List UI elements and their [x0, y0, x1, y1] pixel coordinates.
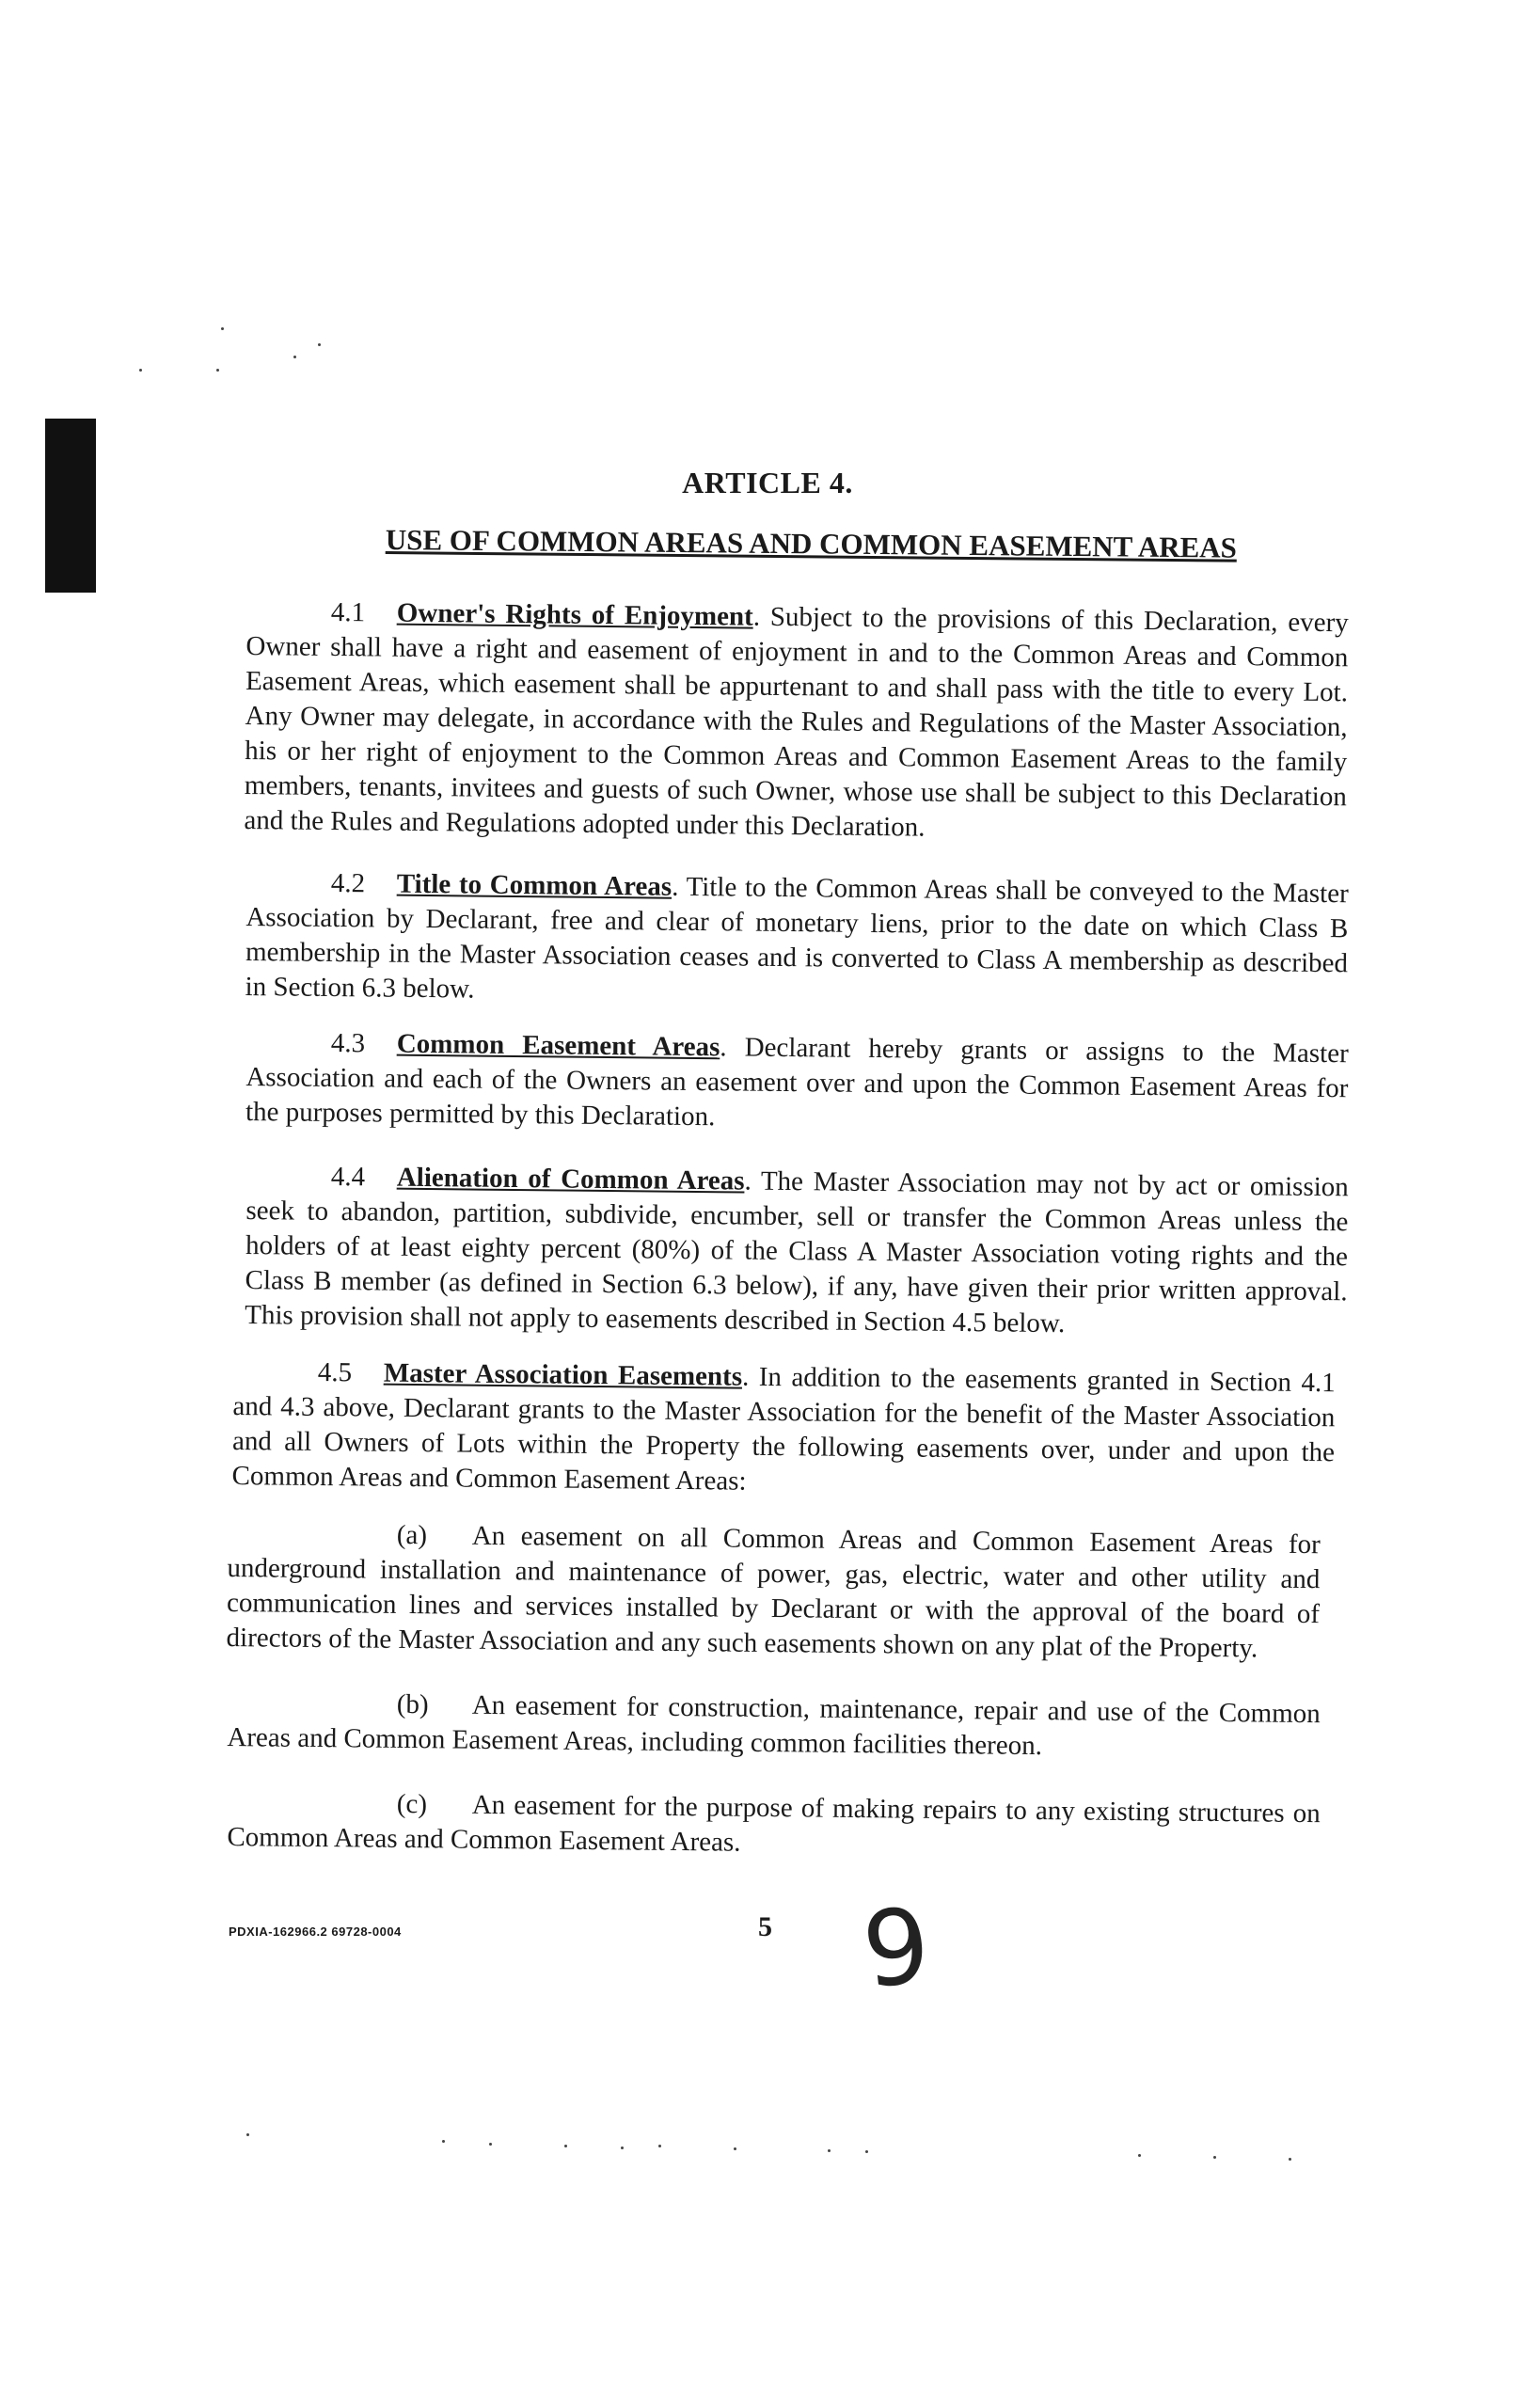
- section-number: 4.1: [330, 596, 366, 628]
- subsection-text: An easement for the purpose of making repairs to any existing structures on Common Areas and Common Easement Areas.: [227, 1789, 1321, 1858]
- section-4-5: [231, 1354, 1335, 1505]
- section-heading: Title to Common Areas: [396, 868, 673, 902]
- subsection-b: [227, 1686, 1321, 1766]
- section-4-4: [245, 1159, 1349, 1344]
- scan-speck: [564, 2145, 567, 2147]
- scan-speck: [865, 2150, 868, 2153]
- section-number: 4.2: [330, 867, 366, 899]
- scan-speck: [139, 369, 142, 372]
- scan-speck: [489, 2143, 492, 2146]
- scan-speck: [1138, 2154, 1141, 2157]
- scan-speck: [442, 2140, 445, 2143]
- section-heading: Owner's Rights of Enjoyment: [396, 597, 753, 632]
- scan-speck: [734, 2147, 736, 2150]
- scan-speck: [658, 2145, 661, 2147]
- subsection-a: [226, 1516, 1320, 1667]
- scan-speck: [1213, 2156, 1216, 2159]
- footer-document-code: PDXIA-162966.2 69728-0004: [229, 1925, 402, 1939]
- handwritten-page-number: 9: [857, 1884, 936, 2012]
- scan-speck: [216, 369, 219, 372]
- section-text: . In addition to the easements granted in Section 4.1 and 4.3 above, Declarant grants to the Master Association for the benefit of the Master Association and all Owners of Lots within the Property the following easements over, under and upon the Common Areas and Common Easement Areas:: [231, 1361, 1336, 1497]
- section-heading: Master Association Easements: [383, 1357, 743, 1392]
- subsection-label: (b): [396, 1688, 429, 1720]
- section-number: 4.5: [317, 1356, 353, 1388]
- section-number: 4.3: [330, 1027, 366, 1059]
- scan-speck: [1289, 2158, 1291, 2161]
- scan-speck: [621, 2147, 624, 2149]
- scan-speck: [293, 356, 296, 358]
- page-number: 5: [758, 1911, 772, 1942]
- subsection-c: [227, 1785, 1321, 1866]
- article-subtitle: USE OF COMMON AREAS AND COMMON EASEMENT AREAS: [385, 523, 1238, 564]
- subsection-text: An easement on all Common Areas and Common Easement Areas for underground installation and maintenance of power, gas, electric, water and other utility and communication lines and services installed by Declarant or with the approval of the board of directors of the Master Association and any such easements shown on any plat of the Property.: [226, 1520, 1321, 1664]
- section-heading: Common Easement Areas: [396, 1028, 720, 1063]
- section-text: . Subject to the provisions of this Declaration, every Owner shall have a right and easement of enjoyment in and to the Common Areas and Common Easement Areas, which easement shall be appurtenant to and shall pass with the title to every Lot. Any Owner may delegate, in accordance with the Rules and Regulations of the Master Association, his or her right of enjoyment to the Common Areas and Common Easement Areas to the family members, tenants, invitees and guests of such Owner, whose use shall be subject to this Declaration and the Rules and Regulations adopted under this Declaration.: [244, 601, 1349, 843]
- section-heading: Alienation of Common Areas: [396, 1162, 745, 1196]
- section-4-1: [244, 594, 1349, 849]
- scan-speck: [828, 2149, 831, 2152]
- subsection-label: (a): [396, 1519, 428, 1551]
- section-text: . Title to the Common Areas shall be conveyed to the Master Association by Declarant, free and clear of monetary liens, prior to the date on which Class B membership in the Master Association ceases and is converted to Class A membership as described in Section 6.3 below.: [245, 871, 1349, 1005]
- scan-speck: [221, 327, 224, 330]
- scan-speck: [246, 2133, 249, 2136]
- section-number: 4.4: [330, 1161, 366, 1193]
- section-text: . Declarant hereby grants or assigns to the Master Association and each of the Owners an easement over and upon the Common Easement Areas for the purposes permitted by this Declaration.: [245, 1032, 1349, 1133]
- subsection-label: (c): [396, 1788, 428, 1820]
- scan-speck: [318, 343, 321, 346]
- section-text: . The Master Association may not by act or omission seek to abandon, partition, subdivide, encumber, sell or transfer the Common Areas unless the holders of at least eighty percent (80%) of the Class A Master Association voting rights and the Class B member (as defined in Section 6.3 below), if any, have given their prior written approval. This provision shall not apply to easements described in Section 4.5 below.: [245, 1165, 1349, 1339]
- article-title: ARTICLE 4.: [682, 466, 853, 499]
- subsection-text: An easement for construction, maintenance, repair and use of the Common Areas and Common Easement Areas, including common facilities thereon.: [227, 1689, 1321, 1762]
- section-4-3: [245, 1025, 1349, 1141]
- section-4-2: [245, 865, 1348, 1016]
